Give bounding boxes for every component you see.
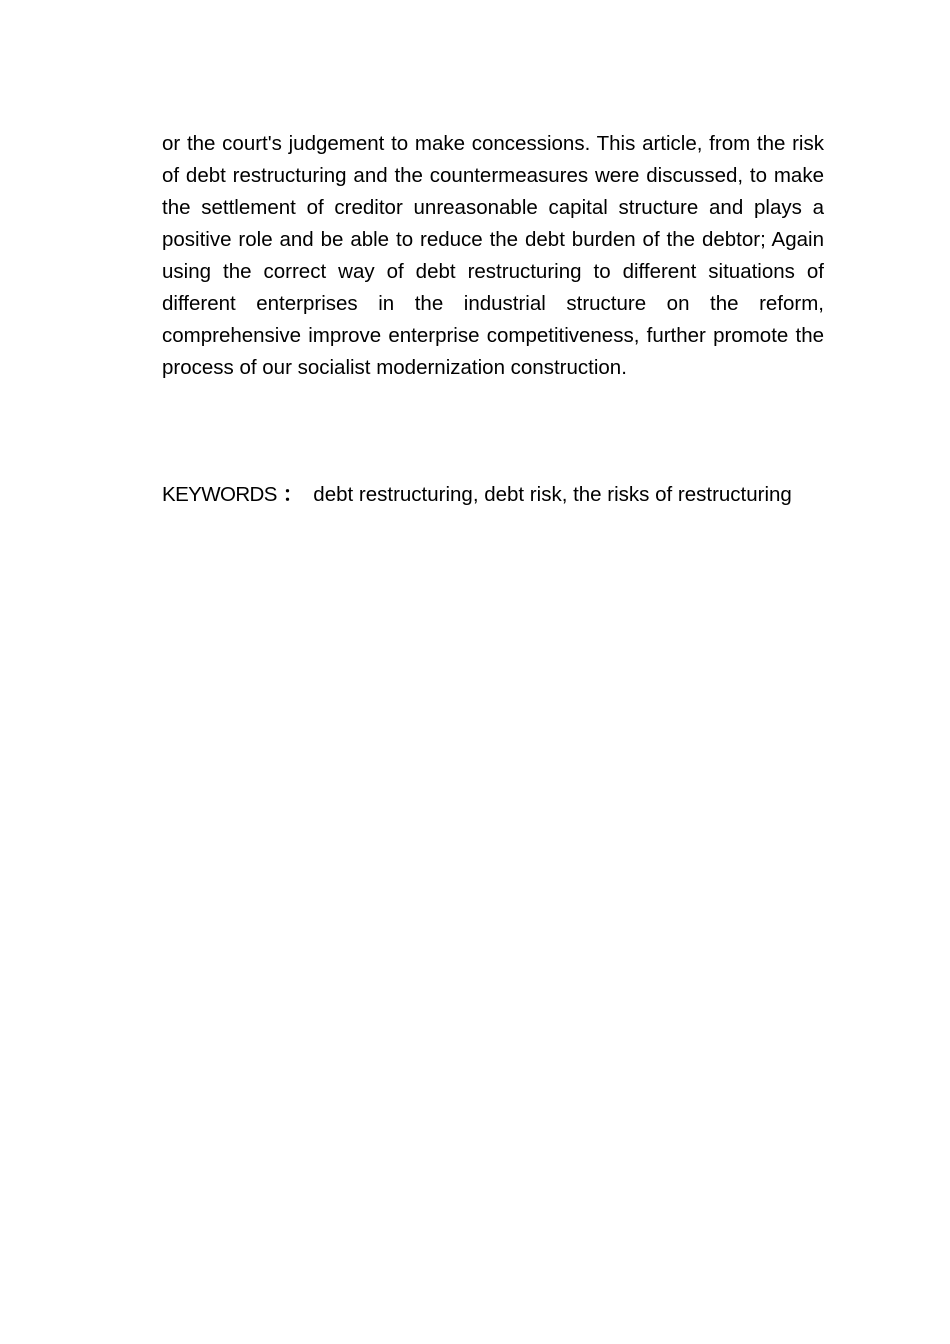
keywords-separator: ： [282,483,304,506]
abstract-paragraph: or the court's judgement to make concessions. This article, from the risk of debt restructuring and the countermeasures were discussed, to make the settlement of creditor unreasonable capital structure and plays a positive role and be able to reduce the debt burden of the debtor; Again using the correct way of debt restructuring to different situations of different enterprises in the industrial structure on the reform, comprehensive improve enterprise competitiveness, further promote the process of our socialist modernization construction. [162,132,824,379]
keywords-label: KEYWORDS [162,483,277,506]
keywords-terms: debt restructuring, debt risk, the risks of restructuring [313,483,792,506]
keywords-line [162,479,824,511]
